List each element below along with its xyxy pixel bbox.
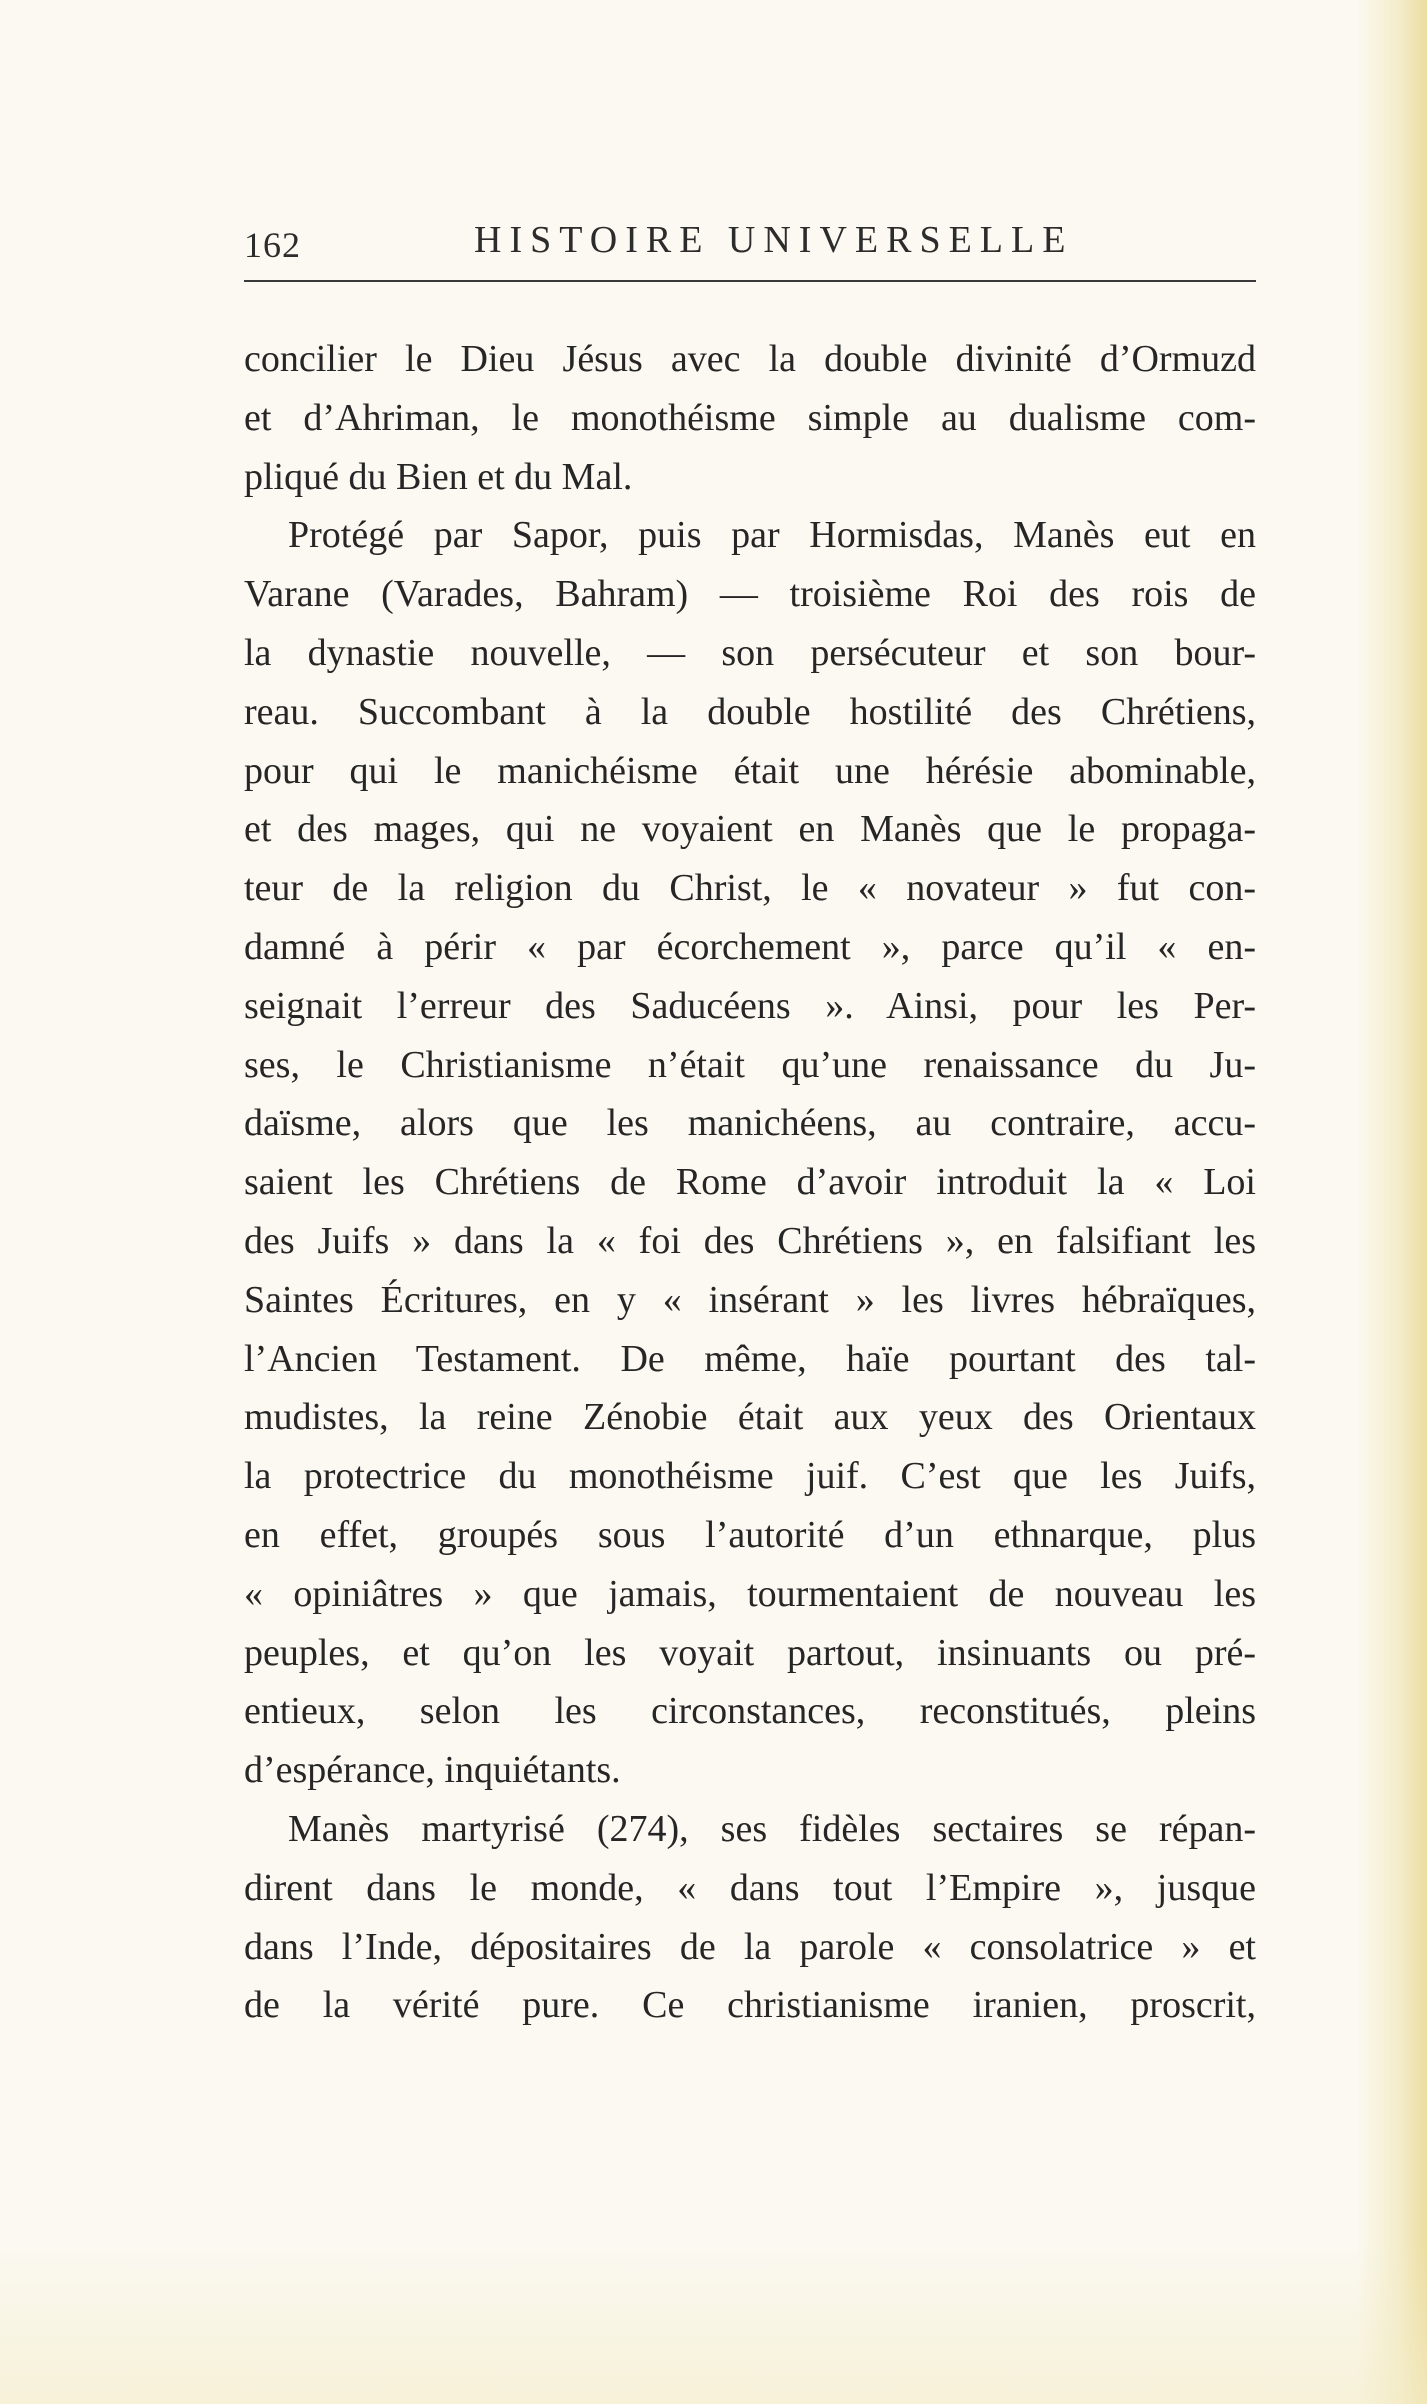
running-title: HISTOIRE UNIVERSELLE [474, 219, 1074, 261]
page-bottom-shading [0, 2244, 1427, 2404]
page-header [244, 212, 1256, 272]
page-number: 162 [244, 225, 301, 265]
text-line: entieux, selon les circonstances, reconstitués, pleins [244, 1690, 1256, 1733]
text-line: damné à périr « par écorchement », parce qu’il « en- [244, 925, 1256, 968]
text-line: reau. Succombant à la double hostilité des Chrétiens, [244, 690, 1256, 733]
text-line: mudistes, la reine Zénobie était aux yeux des Orientaux [244, 1396, 1256, 1439]
text-line: seignait l’erreur des Saducéens ». Ainsi, pour les Per- [244, 984, 1256, 1027]
text-line: pour qui le manichéisme était une hérésie abominable, [244, 749, 1256, 792]
page-edge-shading [1357, 0, 1427, 2404]
text-line: « opiniâtres » que jamais, tourmentaient de nouveau les [244, 1572, 1256, 1615]
text-line: ses, le Christianisme n’était qu’une renaissance du Ju- [244, 1043, 1256, 1086]
text-line: d’espérance, inquiétants. [244, 1749, 621, 1792]
text-line: de la vérité pure. Ce christianisme iranien, proscrit, [244, 1984, 1256, 2027]
text-line: teur de la religion du Christ, le « novateur » fut con- [244, 867, 1256, 910]
text-line: l’Ancien Testament. De même, haïe pourtant des tal- [244, 1337, 1256, 1380]
text-line: saient les Chrétiens de Rome d’avoir introduit la « Loi [244, 1161, 1256, 1204]
text-line: des Juifs » dans la « foi des Chrétiens », en falsifiant les [244, 1219, 1256, 1262]
text-line: peuples, et qu’on les voyait partout, insinuants ou pré- [244, 1631, 1256, 1674]
body-text [244, 330, 1256, 2035]
header-rule [244, 280, 1256, 282]
text-line: la dynastie nouvelle, — son persécuteur et son bour- [244, 631, 1256, 674]
text-line: daïsme, alors que les manichéens, au contraire, accu- [244, 1102, 1256, 1145]
text-line: dans l’Inde, dépositaires de la parole « consolatrice » et [244, 1925, 1256, 1968]
text-line: Manès martyrisé (274), ses fidèles sectaires se répan- [288, 1807, 1256, 1850]
text-line: en effet, groupés sous l’autorité d’un ethnarque, plus [244, 1513, 1256, 1556]
text-line: et d’Ahriman, le monothéisme simple au dualisme com- [244, 396, 1256, 439]
text-line: dirent dans le monde, « dans tout l’Empire », jusque [244, 1866, 1256, 1909]
text-line: pliqué du Bien et du Mal. [244, 455, 633, 498]
text-line: Protégé par Sapor, puis par Hormisdas, Manès eut en [288, 514, 1256, 557]
text-line: la protectrice du monothéisme juif. C’est que les Juifs, [244, 1455, 1256, 1498]
text-line: et des mages, qui ne voyaient en Manès que le propaga- [244, 808, 1256, 851]
text-line: Saintes Écritures, en y « insérant » les livres hébraïques, [244, 1278, 1256, 1321]
text-line: Varane (Varades, Bahram) — troisième Roi des rois de [244, 573, 1256, 616]
text-line: concilier le Dieu Jésus avec la double divinité d’Ormuzd [244, 338, 1256, 380]
